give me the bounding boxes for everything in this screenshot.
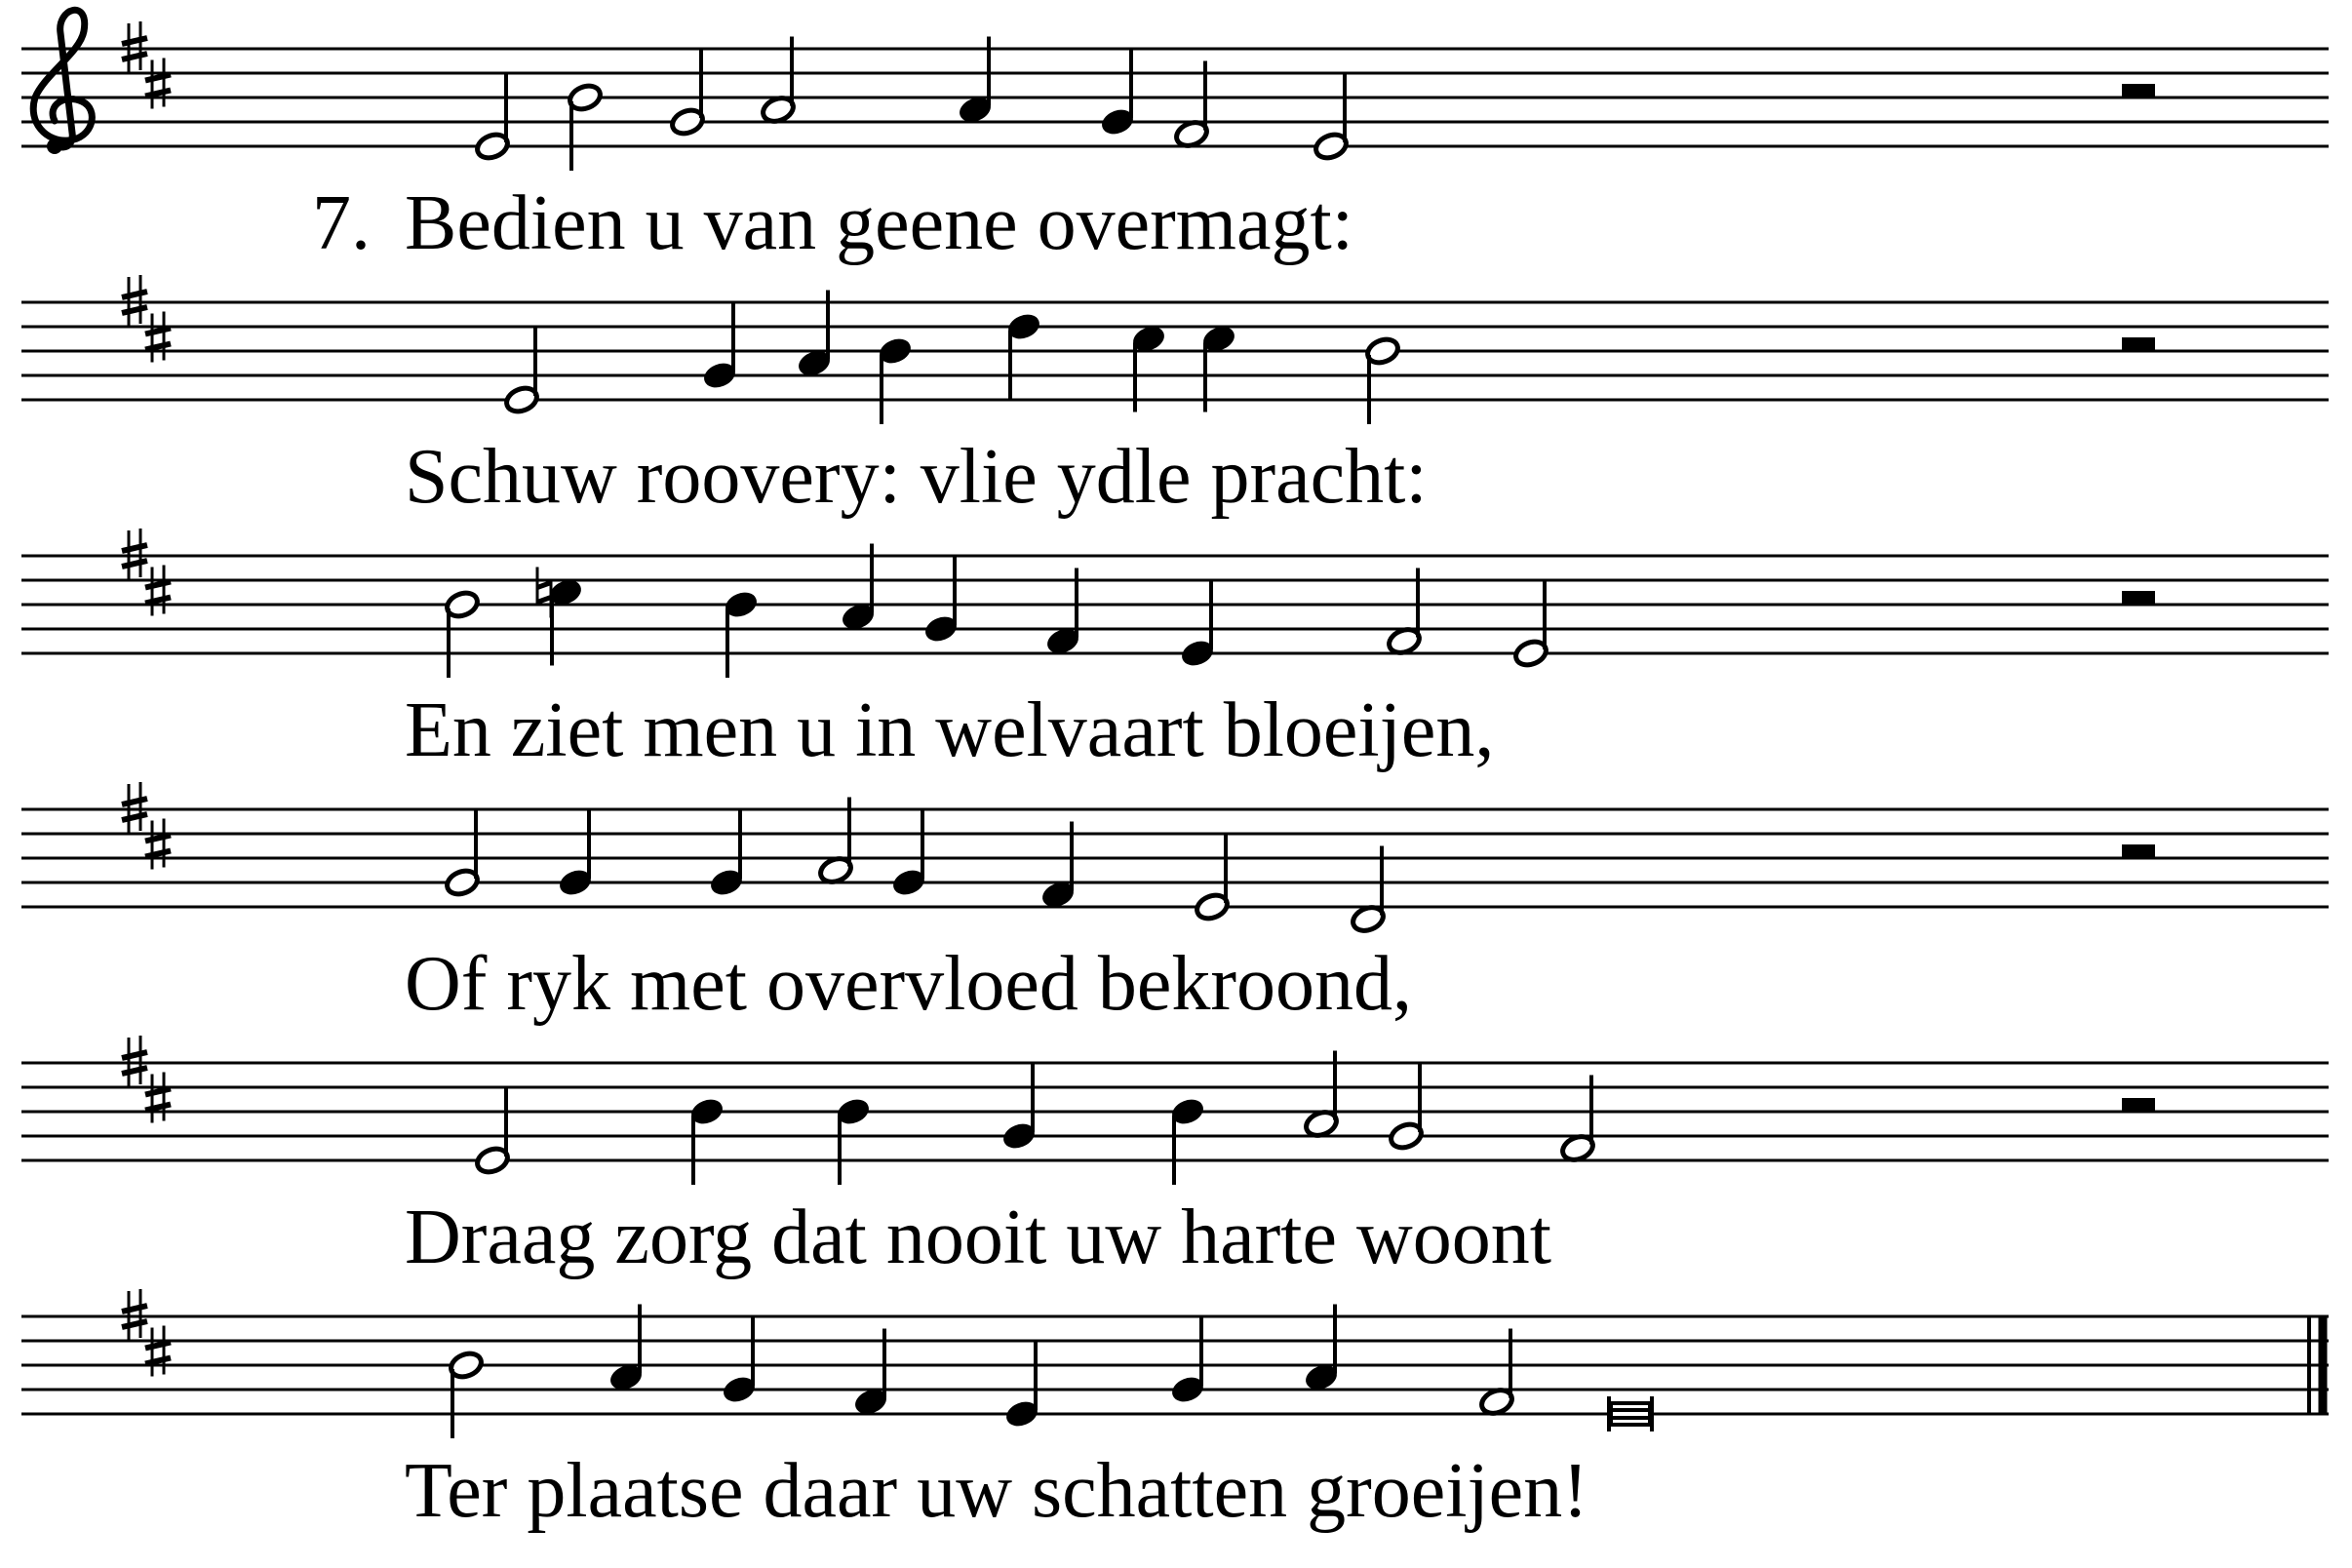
sharp-bar — [145, 1089, 171, 1095]
half-rest-icon — [2122, 84, 2155, 98]
staff-system-4 — [21, 782, 2329, 1027]
note — [1609, 1396, 1652, 1431]
staff-system-3 — [21, 529, 2329, 773]
note — [444, 589, 481, 678]
note — [669, 49, 706, 137]
lyric-line: Ter plaatse daar uw schatten groeijen! — [405, 1448, 1588, 1534]
lyric-line: Of ryk met overvloed bekroond, — [405, 941, 1413, 1027]
sharp-bar — [145, 344, 171, 350]
sharp-bar — [122, 561, 147, 567]
sharp-bar — [122, 799, 147, 804]
lyric-line: Schuw roovery: vlie ydle pracht: — [405, 434, 1428, 520]
note — [1179, 580, 1216, 669]
note — [474, 1087, 511, 1176]
note — [537, 568, 584, 666]
note — [1388, 1063, 1425, 1152]
note — [701, 302, 738, 391]
sharp-bar — [145, 91, 171, 97]
sharp-bar — [145, 851, 171, 857]
note — [922, 556, 960, 645]
sharp-bar — [145, 75, 171, 81]
note — [1003, 1341, 1040, 1430]
note — [688, 1096, 725, 1185]
sharp-bar — [122, 1052, 147, 1058]
natural-bar — [537, 598, 551, 603]
note — [721, 1316, 758, 1405]
note — [1099, 49, 1136, 137]
sharp-bar — [122, 292, 147, 297]
sharp-bar — [145, 836, 171, 842]
note — [1005, 311, 1042, 400]
note — [723, 589, 760, 678]
note — [448, 1350, 485, 1438]
sharp-bar — [122, 814, 147, 820]
sharp-bar — [122, 38, 147, 44]
staff-system-1 — [21, 10, 2329, 266]
note — [474, 73, 511, 162]
half-rest-icon — [2122, 1098, 2155, 1112]
note — [1169, 1096, 1206, 1185]
treble-clef-dot — [47, 138, 62, 154]
sharp-bar — [145, 598, 171, 604]
note — [708, 809, 745, 898]
breve-notehead — [1611, 1403, 1650, 1425]
note — [890, 809, 927, 898]
sharp-bar — [145, 1105, 171, 1111]
sharp-bar — [122, 1306, 147, 1312]
lyric-line: En ziet men u in welvaart bloeijen, — [405, 687, 1495, 773]
note — [1313, 73, 1350, 162]
sharp-bar — [122, 1321, 147, 1327]
systems-layer — [21, 10, 2329, 1534]
sharp-bar — [145, 582, 171, 588]
note — [503, 327, 540, 415]
half-rest-icon — [2122, 591, 2155, 605]
sharp-bar — [122, 1068, 147, 1074]
staff-system-2 — [21, 275, 2329, 520]
note — [567, 82, 604, 171]
note — [877, 335, 914, 424]
note — [1000, 1063, 1038, 1152]
natural-bar — [537, 583, 551, 588]
note — [835, 1096, 872, 1185]
staff-system-5 — [21, 1036, 2329, 1280]
sharp-bar — [122, 545, 147, 551]
note — [557, 809, 594, 898]
half-rest-icon — [2122, 844, 2155, 858]
staff-system-6 — [21, 1289, 2329, 1534]
sharp-bar — [122, 307, 147, 313]
sharp-bar — [122, 54, 147, 59]
sharp-bar — [145, 1358, 171, 1364]
sharp-bar — [145, 1343, 171, 1349]
lyric-line: Draag zorg dat nooit uw harte woont — [405, 1195, 1551, 1280]
note — [1364, 335, 1401, 424]
treble-clef-icon — [33, 10, 92, 147]
note — [1169, 1316, 1206, 1405]
note — [444, 809, 481, 898]
sharp-bar — [145, 329, 171, 334]
verse-number: 7. — [312, 180, 371, 266]
note — [1194, 834, 1231, 922]
lyric-line: Bedien u van geene overmagt: — [405, 180, 1353, 266]
half-rest-icon — [2122, 337, 2155, 351]
note — [1512, 580, 1549, 669]
